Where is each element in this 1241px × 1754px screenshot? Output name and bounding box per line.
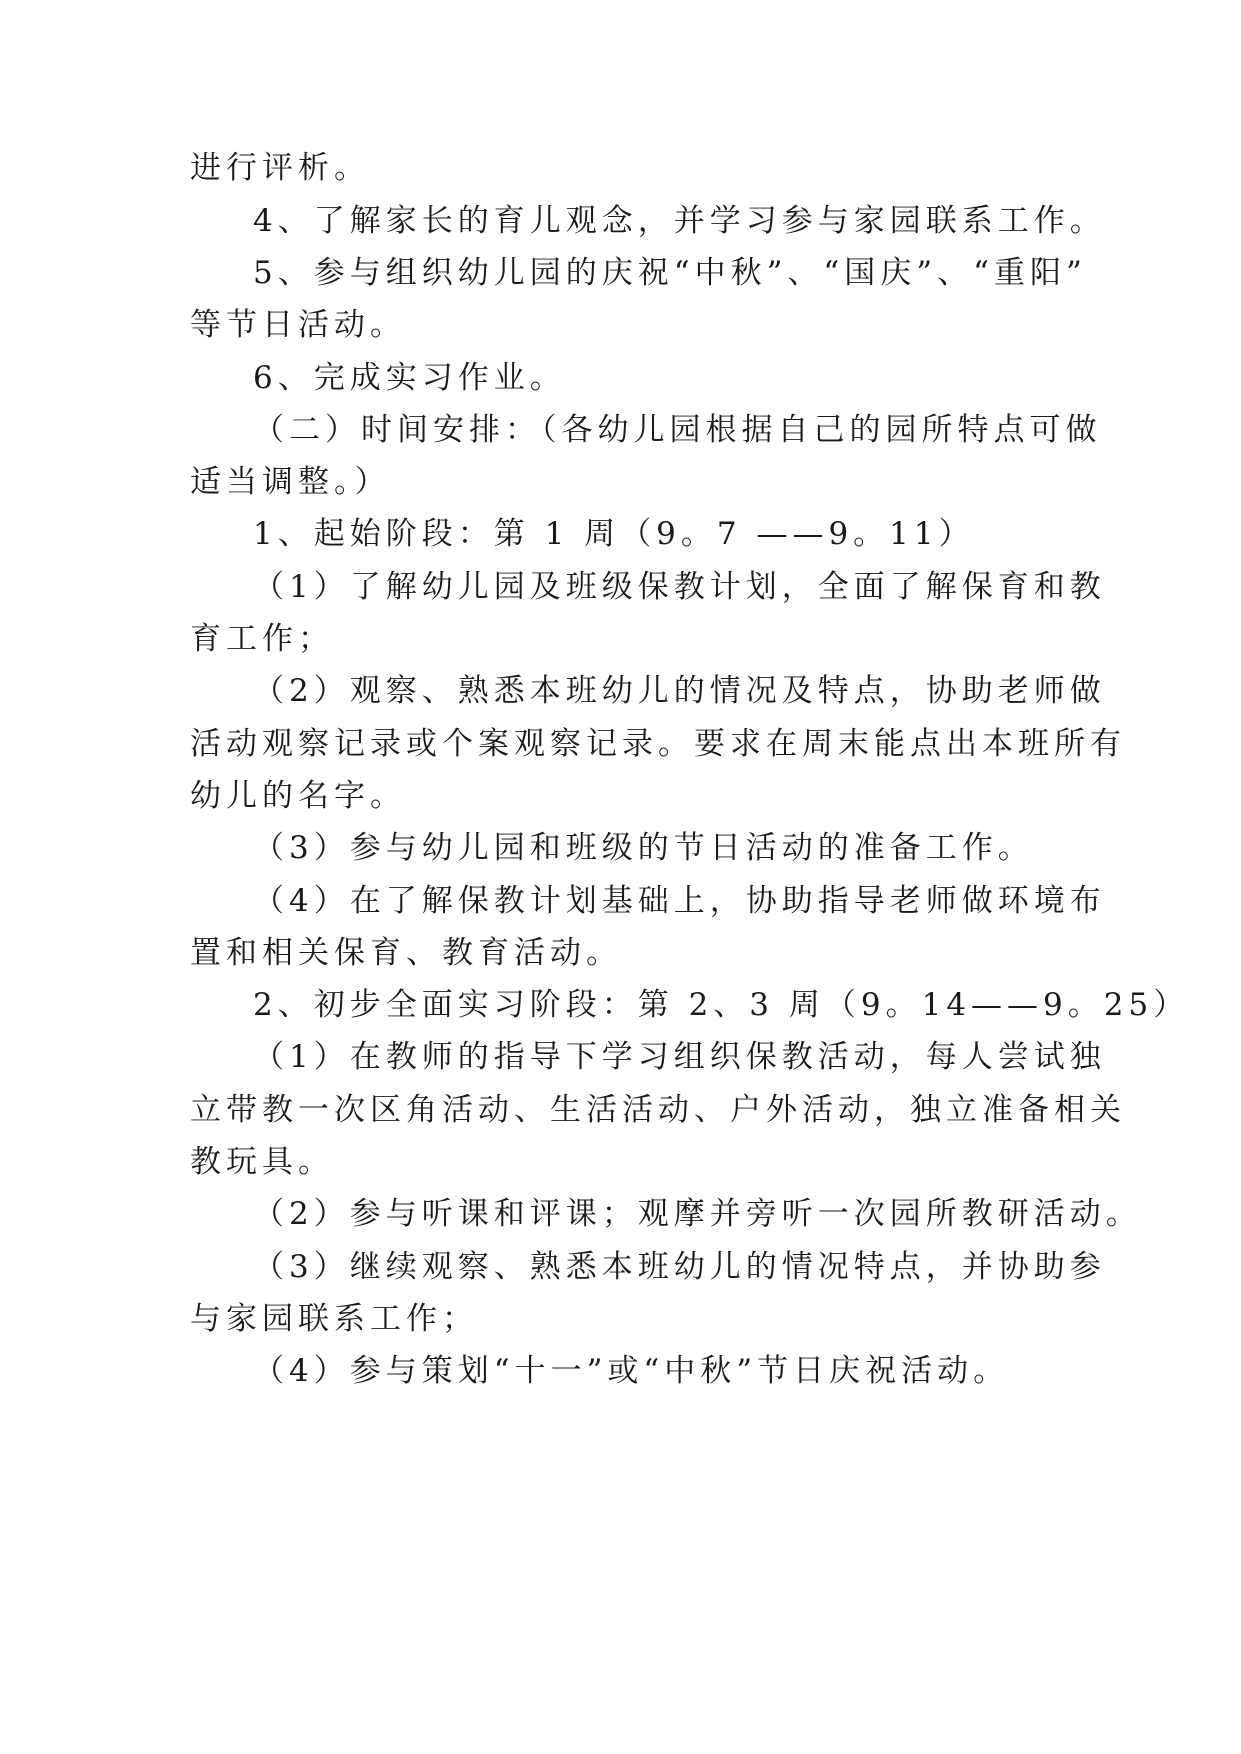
text-line: 教玩具。 — [190, 1144, 334, 1180]
list-item: （2）参与听课和评课；观摩并旁听一次园所教研活动。 — [253, 1196, 1142, 1232]
list-item: （2）观察、熟悉本班幼儿的情况及特点，协助老师做 — [253, 673, 1106, 709]
text-line: 立带教一次区角活动、生活活动、户外活动，独立准备相关 — [190, 1092, 1126, 1128]
list-item-6: 6、完成实习作业。 — [253, 360, 566, 396]
phase-heading-2: 2、初步全面实习阶段：第 2、3 周（9。14——9。25） — [253, 987, 1190, 1023]
section-heading-schedule: （二）时间安排：（各幼儿园根据自己的园所特点可做 — [253, 412, 1102, 448]
list-item: （4）在了解保教计划基础上，协助指导老师做环境布 — [253, 883, 1106, 919]
list-item-5: 5、参与组织幼儿园的庆祝“中秋”、“国庆”、“重阳” — [253, 255, 1087, 291]
text-line: 进行评析。 — [190, 150, 370, 186]
text-line: 活动观察记录或个案观察记录。要求在周末能点出本班所有 — [190, 726, 1126, 762]
text-line: 与家园联系工作； — [190, 1301, 478, 1337]
list-item: （1）了解幼儿园及班级保教计划，全面了解保育和教 — [253, 569, 1106, 605]
text-line: 育工作； — [190, 621, 334, 657]
list-item-4: 4、了解家长的育儿观念，并学习参与家园联系工作。 — [253, 203, 1106, 239]
text-line: 适当调整。） — [190, 464, 391, 500]
list-item: （3）继续观察、熟悉本班幼儿的情况特点，并协助参 — [253, 1249, 1106, 1285]
list-item: （1）在教师的指导下学习组织保教活动，每人尝试独 — [253, 1039, 1106, 1075]
text-line: 等节日活动。 — [190, 307, 406, 343]
phase-heading-1: 1、起始阶段：第 1 周（9。7 ——9。11） — [253, 516, 975, 552]
text-line: 置和相关保育、教育活动。 — [190, 935, 622, 971]
list-item: （4）参与策划“十一”或“中秋”节日庆祝活动。 — [253, 1353, 1010, 1389]
list-item: （3）参与幼儿园和班级的节日活动的准备工作。 — [253, 830, 1034, 866]
text-line: 幼儿的名字。 — [190, 778, 406, 814]
